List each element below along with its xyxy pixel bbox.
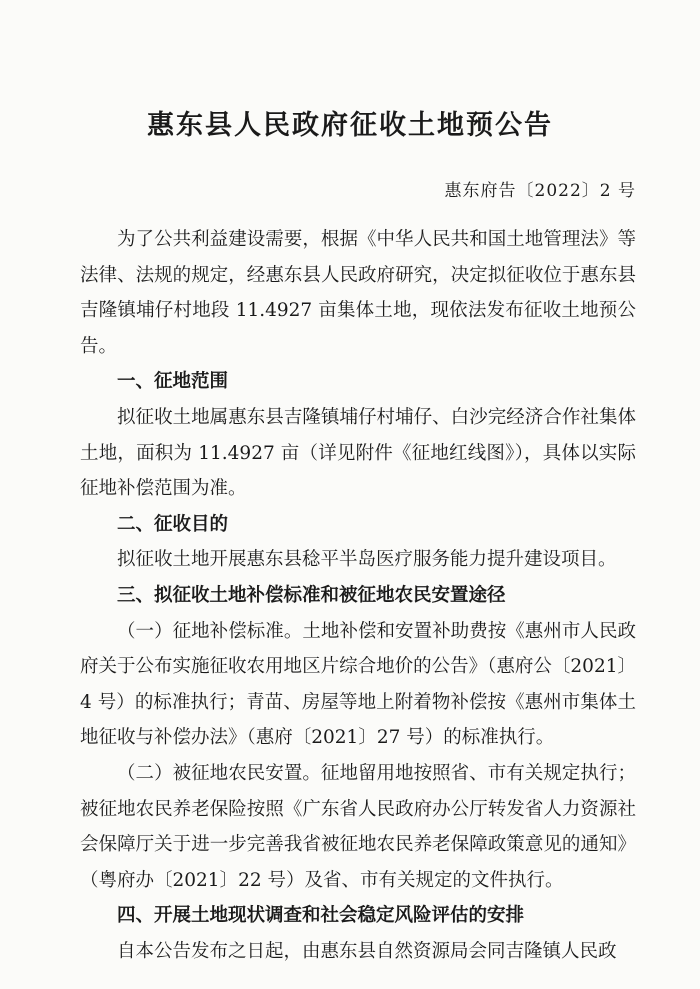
section-heading-purpose: 二、征收目的 [117,513,229,535]
resettlement-paragraph: （二）被征地农民安置。征地留用地按照省、市有关规定执行；被征地农民养老保险按照《广东省人民政府办公厅转发省人力资源社会保障厅关于进一步完善我省被征地农民养老保障政策意见的通知》（粤府办〔2021〕22 号）及省、市有关规定的文件执行。 [80,762,636,891]
scope-paragraph: 拟征收土地属惠东县吉隆镇埔仔村埔仔、白沙完经济合作社集体土地，面积为 11.4927 亩（详见附件《征地红线图》），具体以实际征地补偿范围为准。 [80,406,636,500]
compensation-standard-paragraph: （一）征地补偿标准。土地补偿和安置补助费按《惠州市人民政府关于公布实施征收农用地区片综合地价的公告》（惠府公〔2021〕4 号）的标准执行；青苗、房屋等地上附着物补偿按《惠州市集体土地征收与补偿办法》（惠府〔2021〕27 号）的标准执行。 [80,620,636,749]
page-title: 惠东县人民政府征收土地预公告 [147,110,553,141]
survey-paragraph: 自本公告发布之日起，由惠东县自然资源局会同吉隆镇人民政 [117,940,617,962]
document-number: 惠东府告〔2022〕2 号 [444,181,636,201]
document-body [80,222,636,969]
intro-paragraph: 为了公共利益建设需要，根据《中华人民共和国土地管理法》等法律、法规的规定，经惠东县人民政府研究，决定拟征收位于惠东县吉隆镇埔仔村地段 11.4927 亩集体土地，现依法发布征收土地预公告。 [80,229,636,357]
purpose-paragraph: 拟征收土地开展惠东县稔平半岛医疗服务能力提升建设项目。 [117,549,617,571]
section-heading-survey: 四、开展土地现状调查和社会稳定风险评估的安排 [117,905,525,927]
section-heading-compensation: 三、拟征收土地补偿标准和被征地农民安置途径 [117,584,506,606]
section-heading-scope: 一、征地范围 [117,371,229,393]
